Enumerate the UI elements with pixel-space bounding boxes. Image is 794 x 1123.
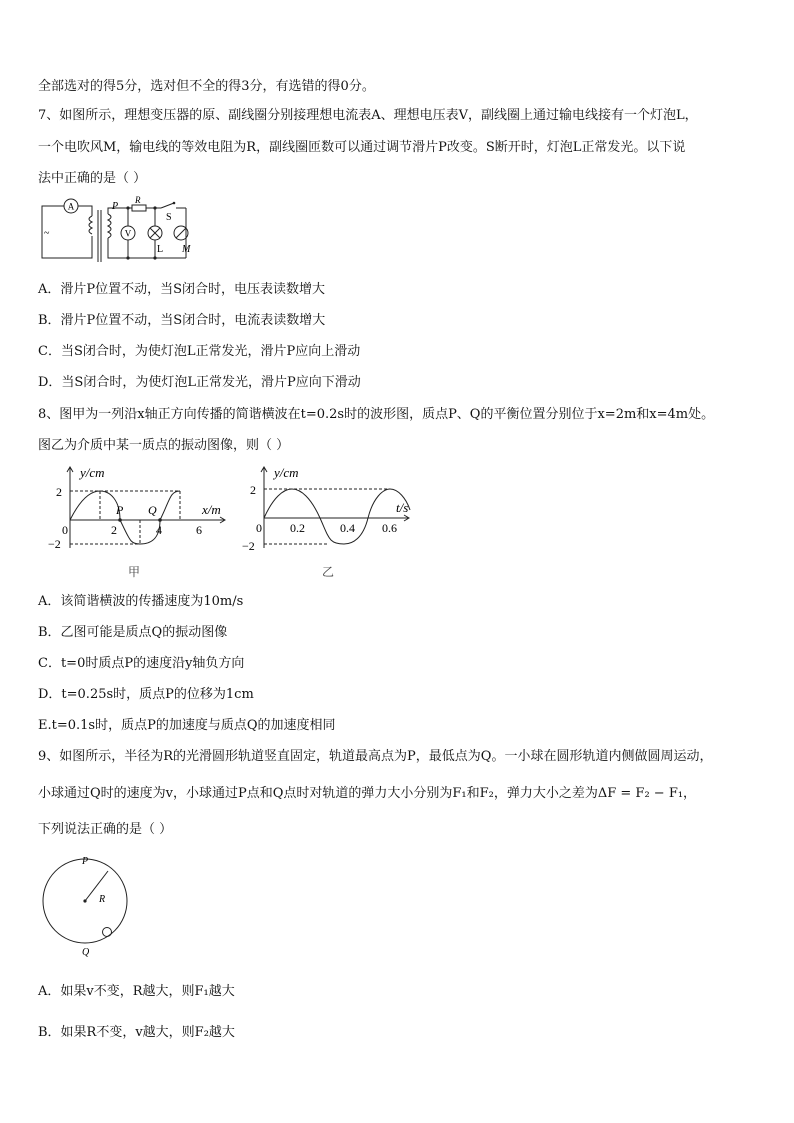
- jia-tick-4: 4: [156, 523, 162, 537]
- q9-radius-label: R: [99, 894, 106, 905]
- yi-ymax: 2: [250, 483, 256, 497]
- q7-stem-line-2: 一个电吹风M，输电线的等效电阻为R，副线圈匝数可以通过调节滑片P改变。S断开时，灯泡L正常发光。以下说: [38, 140, 686, 155]
- graph-jia: [44, 460, 244, 580]
- q7-stem-line-3: 法中正确的是（ ）: [38, 171, 147, 186]
- q9-stem-line-2: 小球通过Q时的速度为v，小球通过P点和Q点时对轨道的弹力大小分别为F₁和F₂，弹力大小之差为ΔF = F₂ − F₁，: [38, 786, 697, 801]
- ac-source-label: ~: [44, 228, 50, 239]
- resistor-label: R: [135, 196, 141, 205]
- jia-tick-2: 2: [111, 523, 117, 537]
- q7-option-d: D．当S闭合时，为使灯泡L正常发光，滑片P应向下滑动: [38, 375, 361, 390]
- yi-tick-04: 0.4: [340, 521, 355, 535]
- q7-option-a: A．滑片P位置不动，当S闭合时，电压表读数增大: [38, 282, 326, 297]
- q8-stem-line-2: 图乙为介质中某一质点的振动图像，则（ ）: [38, 438, 290, 453]
- q9-point-q: Q: [82, 947, 90, 958]
- q8-stem-line-1: 8、图甲为一列沿x轴正方向传播的简谐横波在t=0.2s时的波形图，质点P、Q的平衡位置分别位于x=2m和x=4m处。: [38, 407, 715, 422]
- q7-option-b: B．滑片P位置不动，当S闭合时，电流表读数增大: [38, 313, 326, 328]
- q7-circuit-diagram: [36, 196, 196, 268]
- jia-ylabel: y/cm: [80, 465, 105, 480]
- lamp-label: L: [157, 244, 164, 255]
- yi-xlabel: t/s: [396, 500, 409, 515]
- motor-label: M: [182, 244, 191, 255]
- q9-option-b: B．如果R不变，v越大，则F₂越大: [38, 1025, 235, 1040]
- q9-circle-track-diagram: [38, 852, 138, 962]
- yi-tick-02: 0.2: [290, 521, 305, 535]
- jia-xlabel: x/m: [202, 502, 221, 517]
- jia-tick-6: 6: [196, 523, 202, 537]
- q7-option-c: C．当S闭合时，为使灯泡L正常发光，滑片P应向上滑动: [38, 344, 361, 359]
- q9-point-p: P: [82, 856, 89, 867]
- q8-option-e: E.t=0.1s时，质点P的加速度与质点Q的加速度相同: [38, 718, 336, 733]
- jia-caption: 甲: [128, 565, 141, 579]
- jia-point-q: Q: [148, 503, 157, 517]
- wave-jia-curve: [70, 491, 180, 544]
- q9-option-a: A．如果v不变，R越大，则F₁越大: [38, 984, 235, 999]
- yi-ylabel: y/cm: [274, 465, 299, 480]
- q8-option-a: A．该简谐横波的传播速度为10m/s: [38, 594, 244, 609]
- jia-point-p: P: [116, 503, 124, 517]
- graph-yi: [240, 460, 440, 580]
- q8-option-b: B．乙图可能是质点Q的振动图像: [38, 625, 228, 640]
- wave-yi-curve: [264, 489, 410, 544]
- q8-option-c: C．t=0时质点P的速度沿y轴负方向: [38, 656, 245, 671]
- intro-text: 全部选对的得5分，选对但不全的得3分，有选错的得0分。: [38, 79, 375, 94]
- yi-tick-06: 0.6: [382, 521, 397, 535]
- yi-ymin: −2: [242, 539, 255, 553]
- jia-ymax: 2: [56, 485, 62, 499]
- ammeter-label: A: [67, 201, 75, 212]
- yi-caption: 乙: [322, 565, 335, 579]
- switch-label: S: [166, 212, 172, 223]
- slider-label: P: [112, 201, 119, 212]
- jia-ymin: −2: [48, 537, 61, 551]
- jia-origin: 0: [62, 523, 68, 537]
- voltmeter-label: V: [124, 228, 132, 239]
- q9-stem-line-3: 下列说法正确的是（ ）: [38, 822, 173, 837]
- q8-option-d: D．t=0.25s时，质点P的位移为1cm: [38, 687, 254, 702]
- q9-stem-line-1: 9、如图所示，半径为R的光滑圆形轨道竖直固定，轨道最高点为P，最低点为Q。一小球在圆形轨道内侧做圆周运动，: [38, 749, 713, 764]
- q7-stem-line-1: 7、如图所示，理想变压器的原、副线圈分别接理想电流表A、理想电压表V，副线圈上通过输电线接有一个灯泡L，: [38, 108, 698, 123]
- yi-origin: 0: [256, 521, 262, 535]
